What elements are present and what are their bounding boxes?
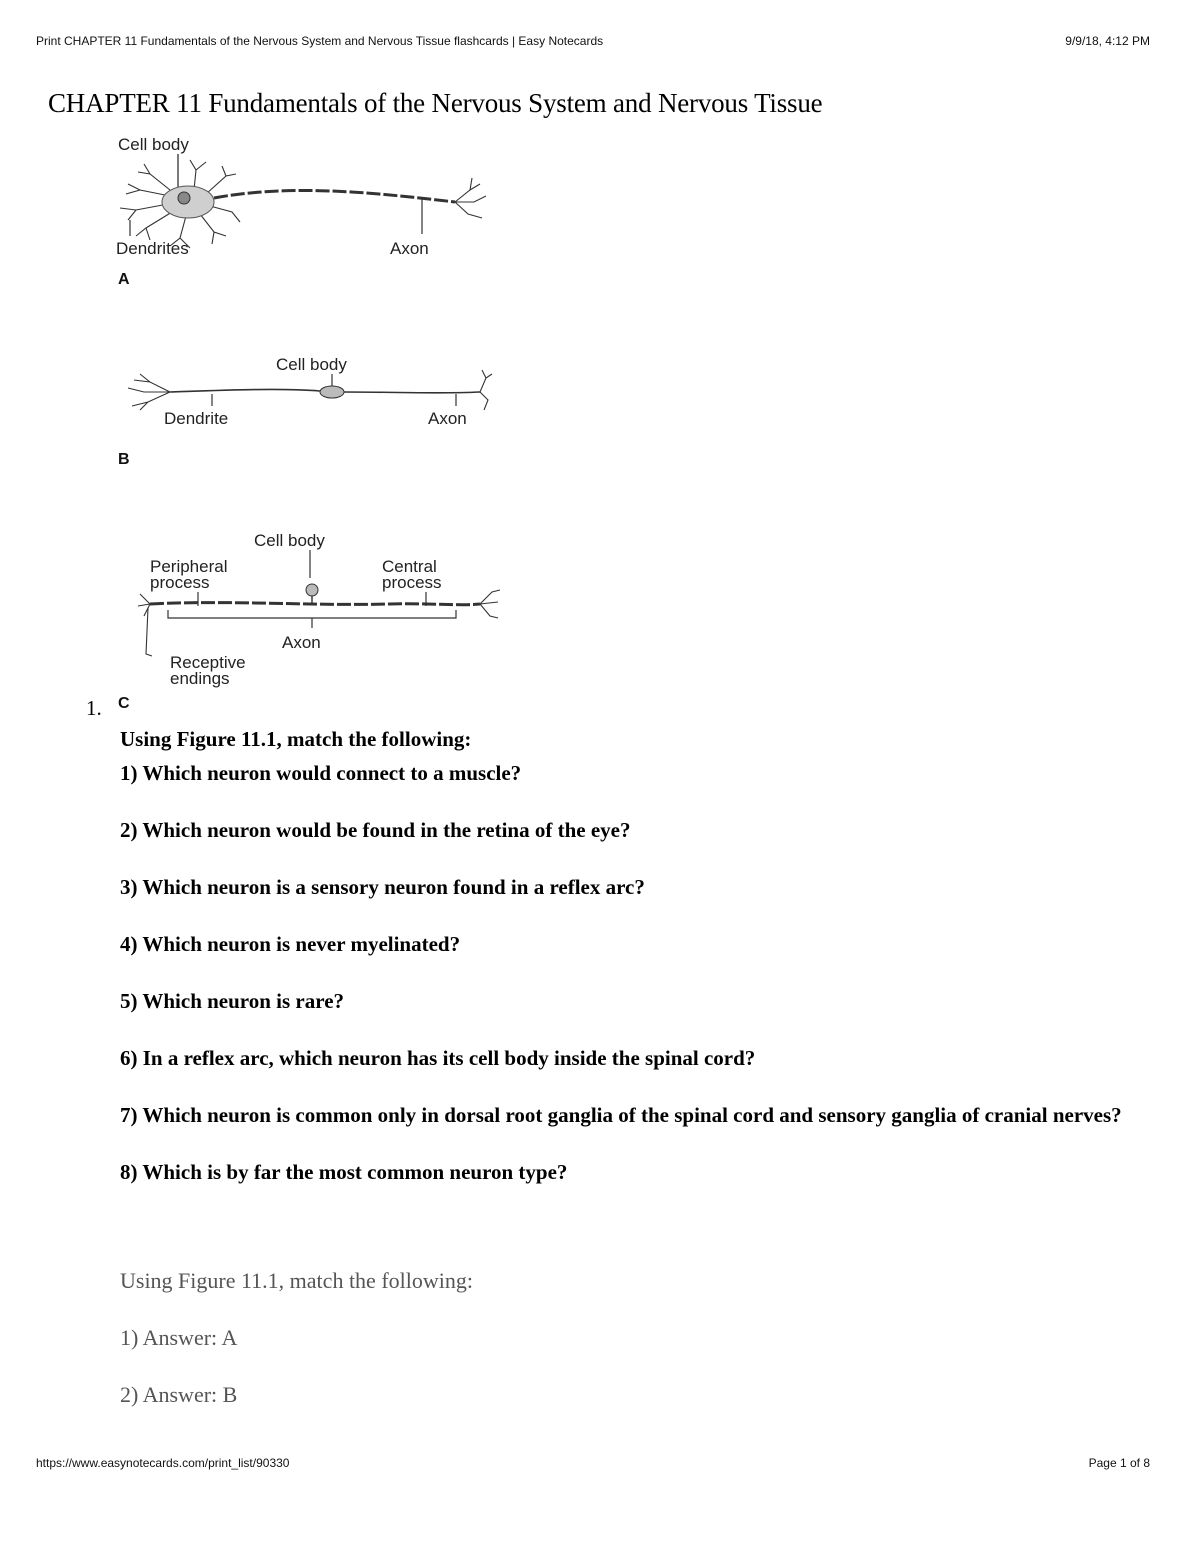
print-header-title: Print CHAPTER 11 Fundamentals of the Nervous System and Nervous Tissue flashcards | Easy Notecards bbox=[36, 34, 604, 48]
label-central-line2: process bbox=[382, 573, 442, 592]
question-block bbox=[120, 722, 1150, 1189]
label-receptive-line1: Receptive bbox=[170, 653, 246, 672]
figure-letter-b: B bbox=[118, 451, 130, 468]
label-dendrites-a: Dendrites bbox=[116, 239, 189, 258]
question-item: 4) Which neuron is never myelinated? bbox=[120, 932, 461, 956]
card-number: 1. bbox=[86, 696, 102, 720]
figure-neuron-c bbox=[110, 526, 510, 721]
figure-neuron-a bbox=[110, 132, 510, 297]
question-item: 5) Which neuron is rare? bbox=[120, 989, 345, 1013]
print-header-timestamp: 9/9/18, 4:12 PM bbox=[1065, 34, 1150, 48]
figure-letter-c: C bbox=[118, 695, 130, 712]
question-item: 3) Which neuron is a sensory neuron found in a reflex arc? bbox=[120, 875, 645, 899]
figure-letter-a: A bbox=[118, 271, 130, 288]
label-cell-body-b: Cell body bbox=[276, 355, 347, 374]
label-dendrite-b: Dendrite bbox=[164, 409, 229, 428]
label-central-line1: Central bbox=[382, 557, 437, 576]
print-footer-url: https://www.easynotecards.com/print_list/90330 bbox=[36, 1456, 290, 1470]
label-axon-b: Axon bbox=[428, 409, 467, 428]
question-item: 8) Which is by far the most common neuron type? bbox=[120, 1160, 568, 1184]
answer-item: 1) Answer: A bbox=[120, 1325, 238, 1350]
page-title: CHAPTER 11 Fundamentals of the Nervous System and Nervous Tissue bbox=[48, 88, 823, 118]
label-peripheral-line1: Peripheral bbox=[150, 557, 228, 576]
question-item: 6) In a reflex arc, which neuron has its cell body inside the spinal cord? bbox=[120, 1046, 756, 1070]
question-item: 7) Which neuron is common only in dorsal root ganglia of the spinal cord and sensory ganglia of cranial nerves? bbox=[120, 1103, 1122, 1127]
question-item: 1) Which neuron would connect to a muscle? bbox=[120, 761, 522, 785]
figure-neuron-b bbox=[110, 348, 510, 478]
label-cell-body-a: Cell body bbox=[118, 135, 189, 154]
question-item: 2) Which neuron would be found in the retina of the eye? bbox=[120, 818, 631, 842]
answer-intro: Using Figure 11.1, match the following: bbox=[120, 1268, 473, 1293]
label-axon-a: Axon bbox=[390, 239, 429, 258]
label-receptive-line2: endings bbox=[170, 669, 230, 688]
label-peripheral-line2: process bbox=[150, 573, 210, 592]
label-axon-c: Axon bbox=[282, 633, 321, 652]
answer-item: 2) Answer: B bbox=[120, 1382, 238, 1407]
question-intro: Using Figure 11.1, match the following: bbox=[120, 727, 472, 751]
print-footer-page: Page 1 of 8 bbox=[1088, 1456, 1150, 1470]
label-cell-body-c: Cell body bbox=[254, 531, 325, 550]
